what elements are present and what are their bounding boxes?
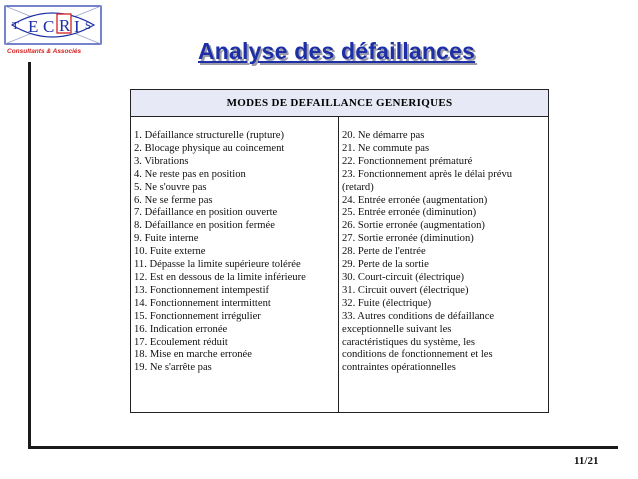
logo-letter: T bbox=[12, 20, 19, 32]
table-header: MODES DE DEFAILLANCE GENERIQUES bbox=[131, 90, 548, 117]
page-number: 11/21 bbox=[574, 455, 599, 467]
logo-letter: S bbox=[85, 20, 92, 32]
list-item: 4. Ne reste pas en position bbox=[134, 168, 246, 180]
slide-frame-bottom-line bbox=[28, 446, 618, 449]
list-item: 26. Sortie erronée (augmentation) bbox=[342, 220, 485, 232]
list-item: 23. Fonctionnement après le délai prévu bbox=[342, 168, 513, 180]
list-item: 9. Fuite interne bbox=[134, 233, 199, 245]
list-item: contraintes opérationnelles bbox=[342, 362, 456, 374]
list-item: 6. Ne se ferme pas bbox=[134, 194, 213, 206]
table-body bbox=[131, 116, 548, 412]
list-item: (retard) bbox=[342, 181, 374, 193]
list-item: 21. Ne commute pas bbox=[342, 142, 430, 154]
list-item: 3. Vibrations bbox=[134, 155, 189, 167]
list-item: 30. Court-circuit (électrique) bbox=[342, 271, 465, 283]
list-item: 7. Défaillance en position ouverte bbox=[134, 207, 278, 219]
list-item: 14. Fonctionnement intermittent bbox=[134, 297, 271, 309]
list-item: 22. Fonctionnement prématuré bbox=[342, 155, 473, 167]
logo-letter: C bbox=[43, 17, 55, 36]
list-item: caractéristiques du système, les bbox=[342, 336, 475, 348]
list-item: 10. Fuite externe bbox=[134, 246, 206, 258]
list-item: 29. Perte de la sortie bbox=[342, 259, 429, 271]
logo-tagline: Consultants & Associés bbox=[7, 48, 82, 55]
logo-letter: E bbox=[28, 17, 39, 36]
list-item: conditions de fonctionnement et les bbox=[342, 349, 493, 361]
list-item: 33. Autres conditions de défaillance bbox=[342, 310, 495, 322]
list-item: 18. Mise en marche erronée bbox=[134, 349, 252, 361]
list-item: 19. Ne s'arrête pas bbox=[134, 362, 212, 374]
list-item: 12. Est en dessous de la limite inférieure bbox=[134, 271, 306, 283]
list-item: 5. Ne s'ouvre pas bbox=[134, 181, 207, 193]
list-item: 25. Entrée erronée (diminution) bbox=[342, 207, 477, 219]
slide-frame-left-line bbox=[28, 62, 31, 449]
left-column bbox=[131, 116, 339, 412]
list-item: 27. Sortie erronée (diminution) bbox=[342, 233, 474, 245]
list-item: 17. Ecoulement réduit bbox=[134, 336, 228, 348]
logo-letter: R bbox=[59, 16, 71, 35]
slide-title: Analyse des défaillances bbox=[198, 38, 476, 64]
list-item: 32. Fuite (électrique) bbox=[342, 297, 432, 309]
tecris-logo bbox=[4, 5, 102, 57]
list-item: 1. Défaillance structurelle (rupture) bbox=[134, 130, 285, 141]
list-item: 11. Dépasse la limite supérieure tolérée bbox=[134, 259, 301, 271]
logo-letter: I bbox=[74, 17, 80, 36]
list-item: 28. Perte de l'entrée bbox=[342, 246, 426, 258]
list-item: 15. Fonctionnement irrégulier bbox=[134, 310, 261, 322]
list-item: 24. Entrée erronée (augmentation) bbox=[342, 194, 488, 206]
list-item: 31. Circuit ouvert (électrique) bbox=[342, 284, 469, 296]
list-item: 2. Blocage physique au coincement bbox=[134, 142, 285, 154]
list-item: exceptionnelle suivant les bbox=[342, 323, 452, 335]
list-item: 13. Fonctionnement intempestif bbox=[134, 284, 270, 296]
list-item: 8. Défaillance en position fermée bbox=[134, 220, 275, 232]
failure-modes-table bbox=[130, 89, 549, 413]
tecris-logo-graphic bbox=[4, 5, 102, 57]
list-item: 16. Indication erronée bbox=[134, 323, 228, 335]
list-item: 20. Ne démarre pas bbox=[342, 130, 425, 141]
right-column bbox=[339, 116, 548, 412]
